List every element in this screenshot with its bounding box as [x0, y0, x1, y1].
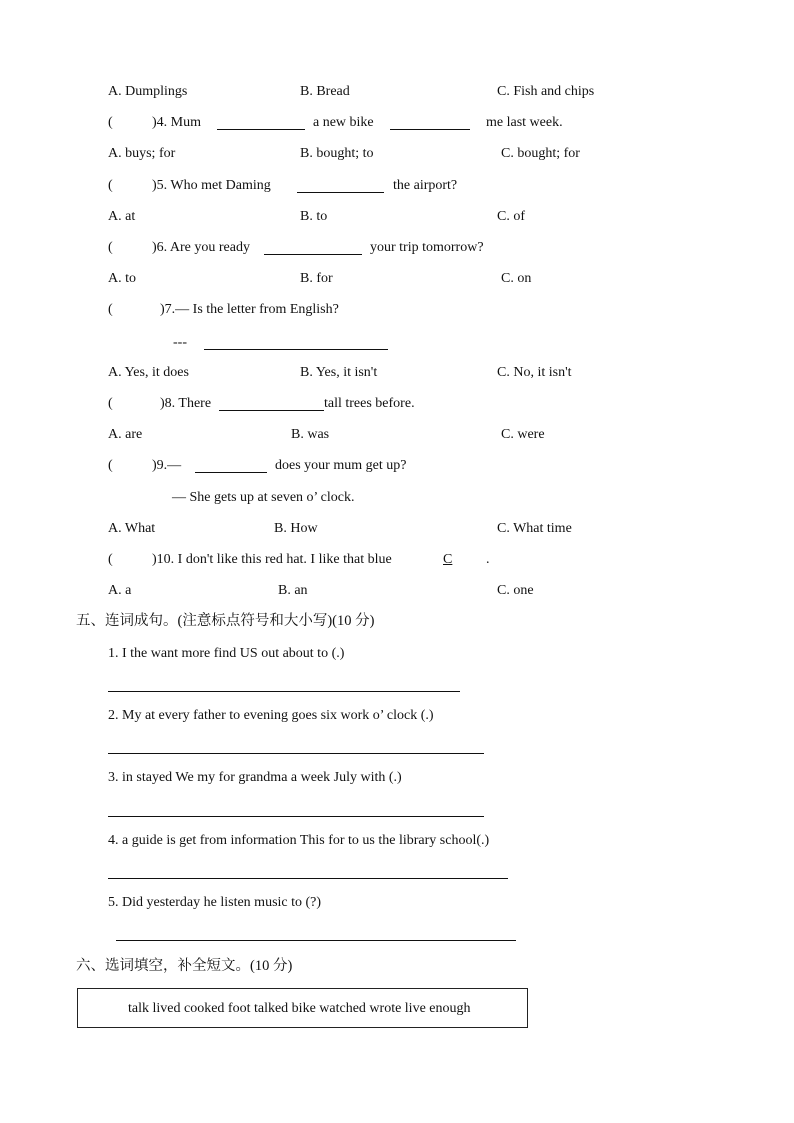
q10-paren: (: [108, 552, 113, 567]
q7-stem: )7.— Is the letter from English?: [160, 302, 339, 317]
q10-option-c: C. one: [497, 583, 534, 598]
q9-stem: )9.—: [152, 458, 182, 473]
q5-paren: (: [108, 178, 113, 193]
s5-item-2: 2. My at every father to evening goes six work o’ clock (.): [108, 708, 434, 723]
q5-stem-end: the airport?: [393, 178, 458, 193]
s5-answer-line-3[interactable]: [108, 816, 484, 817]
s5-item-1: 1. I the want more find US out about to (.): [108, 646, 345, 661]
q7-option-a: A. Yes, it does: [108, 365, 189, 380]
q3-option-a: A. Dumplings: [108, 84, 188, 99]
q5-option-b: B. to: [300, 209, 328, 224]
q7-blank[interactable]: [204, 349, 388, 350]
q7-reply-dash: ---: [173, 335, 187, 350]
q9-reply: — She gets up at seven o’ clock.: [172, 490, 355, 505]
word-bank-words: talk lived cooked foot talked bike watched wrote live enough: [128, 1001, 471, 1016]
q9-paren: (: [108, 458, 113, 473]
q8-stem-end: tall trees before.: [324, 396, 415, 411]
q9-blank[interactable]: [195, 472, 267, 473]
q8-stem: )8. There: [160, 396, 212, 411]
q6-option-b: B. for: [300, 271, 333, 286]
q7-option-c: C. No, it isn't: [497, 365, 572, 380]
s5-answer-line-2[interactable]: [108, 753, 484, 754]
q4-stem-mid: a new bike: [313, 115, 374, 130]
s5-answer-line-5[interactable]: [116, 940, 516, 941]
s5-item-4: 4. a guide is get from information This for to us the library school(.): [108, 833, 490, 848]
q10-filled-answer: C: [443, 552, 453, 567]
q4-stem: )4. Mum: [152, 115, 201, 130]
q8-paren: (: [108, 396, 113, 411]
q4-paren: (: [108, 115, 113, 130]
q6-stem: )6. Are you ready: [152, 240, 250, 255]
q10-option-b: B. an: [278, 583, 308, 598]
q9-option-c: C. What time: [497, 521, 572, 536]
q4-option-b: B. bought; to: [300, 146, 374, 161]
q7-paren: (: [108, 302, 113, 317]
q4-blank-2[interactable]: [390, 129, 470, 130]
q10-period: .: [486, 552, 490, 567]
q10-option-a: A. a: [108, 583, 132, 598]
q8-blank[interactable]: [219, 410, 324, 411]
q5-blank[interactable]: [297, 192, 384, 193]
q4-stem-end: me last week.: [486, 115, 563, 130]
q5-option-c: C. of: [497, 209, 525, 224]
q3-option-b: B. Bread: [300, 84, 350, 99]
q6-paren: (: [108, 240, 113, 255]
q6-option-c: C. on: [501, 271, 532, 286]
q4-option-a: A. buys; for: [108, 146, 176, 161]
q3-option-c: C. Fish and chips: [497, 84, 595, 99]
q8-option-c: C. were: [501, 427, 545, 442]
s5-item-3: 3. in stayed We my for grandma a week July with (.): [108, 770, 402, 785]
section-6-heading: 六、选词填空，补全短文。(10 分): [76, 958, 293, 974]
section-5-heading: 五、连词成句。(注意标点符号和大小写)(10 分): [76, 613, 375, 629]
q5-option-a: A. at: [108, 209, 136, 224]
q9-stem-end: does your mum get up?: [275, 458, 407, 473]
q6-stem-end: your trip tomorrow?: [370, 240, 484, 255]
q9-option-a: A. What: [108, 521, 156, 536]
q6-option-a: A. to: [108, 271, 136, 286]
q8-option-a: A. are: [108, 427, 143, 442]
s5-item-5: 5. Did yesterday he listen music to (?): [108, 895, 322, 910]
s5-answer-line-1[interactable]: [108, 691, 460, 692]
s5-answer-line-4[interactable]: [108, 878, 508, 879]
q6-blank[interactable]: [264, 254, 362, 255]
word-bank-box: [77, 988, 528, 1028]
q4-option-c: C. bought; for: [501, 146, 580, 161]
q7-option-b: B. Yes, it isn't: [300, 365, 378, 380]
q9-option-b: B. How: [274, 521, 318, 536]
q4-blank-1[interactable]: [217, 129, 305, 130]
q5-stem: )5. Who met Daming: [152, 178, 271, 193]
q10-stem: )10. I don't like this red hat. I like that blue: [152, 552, 392, 567]
q8-option-b: B. was: [291, 427, 330, 442]
